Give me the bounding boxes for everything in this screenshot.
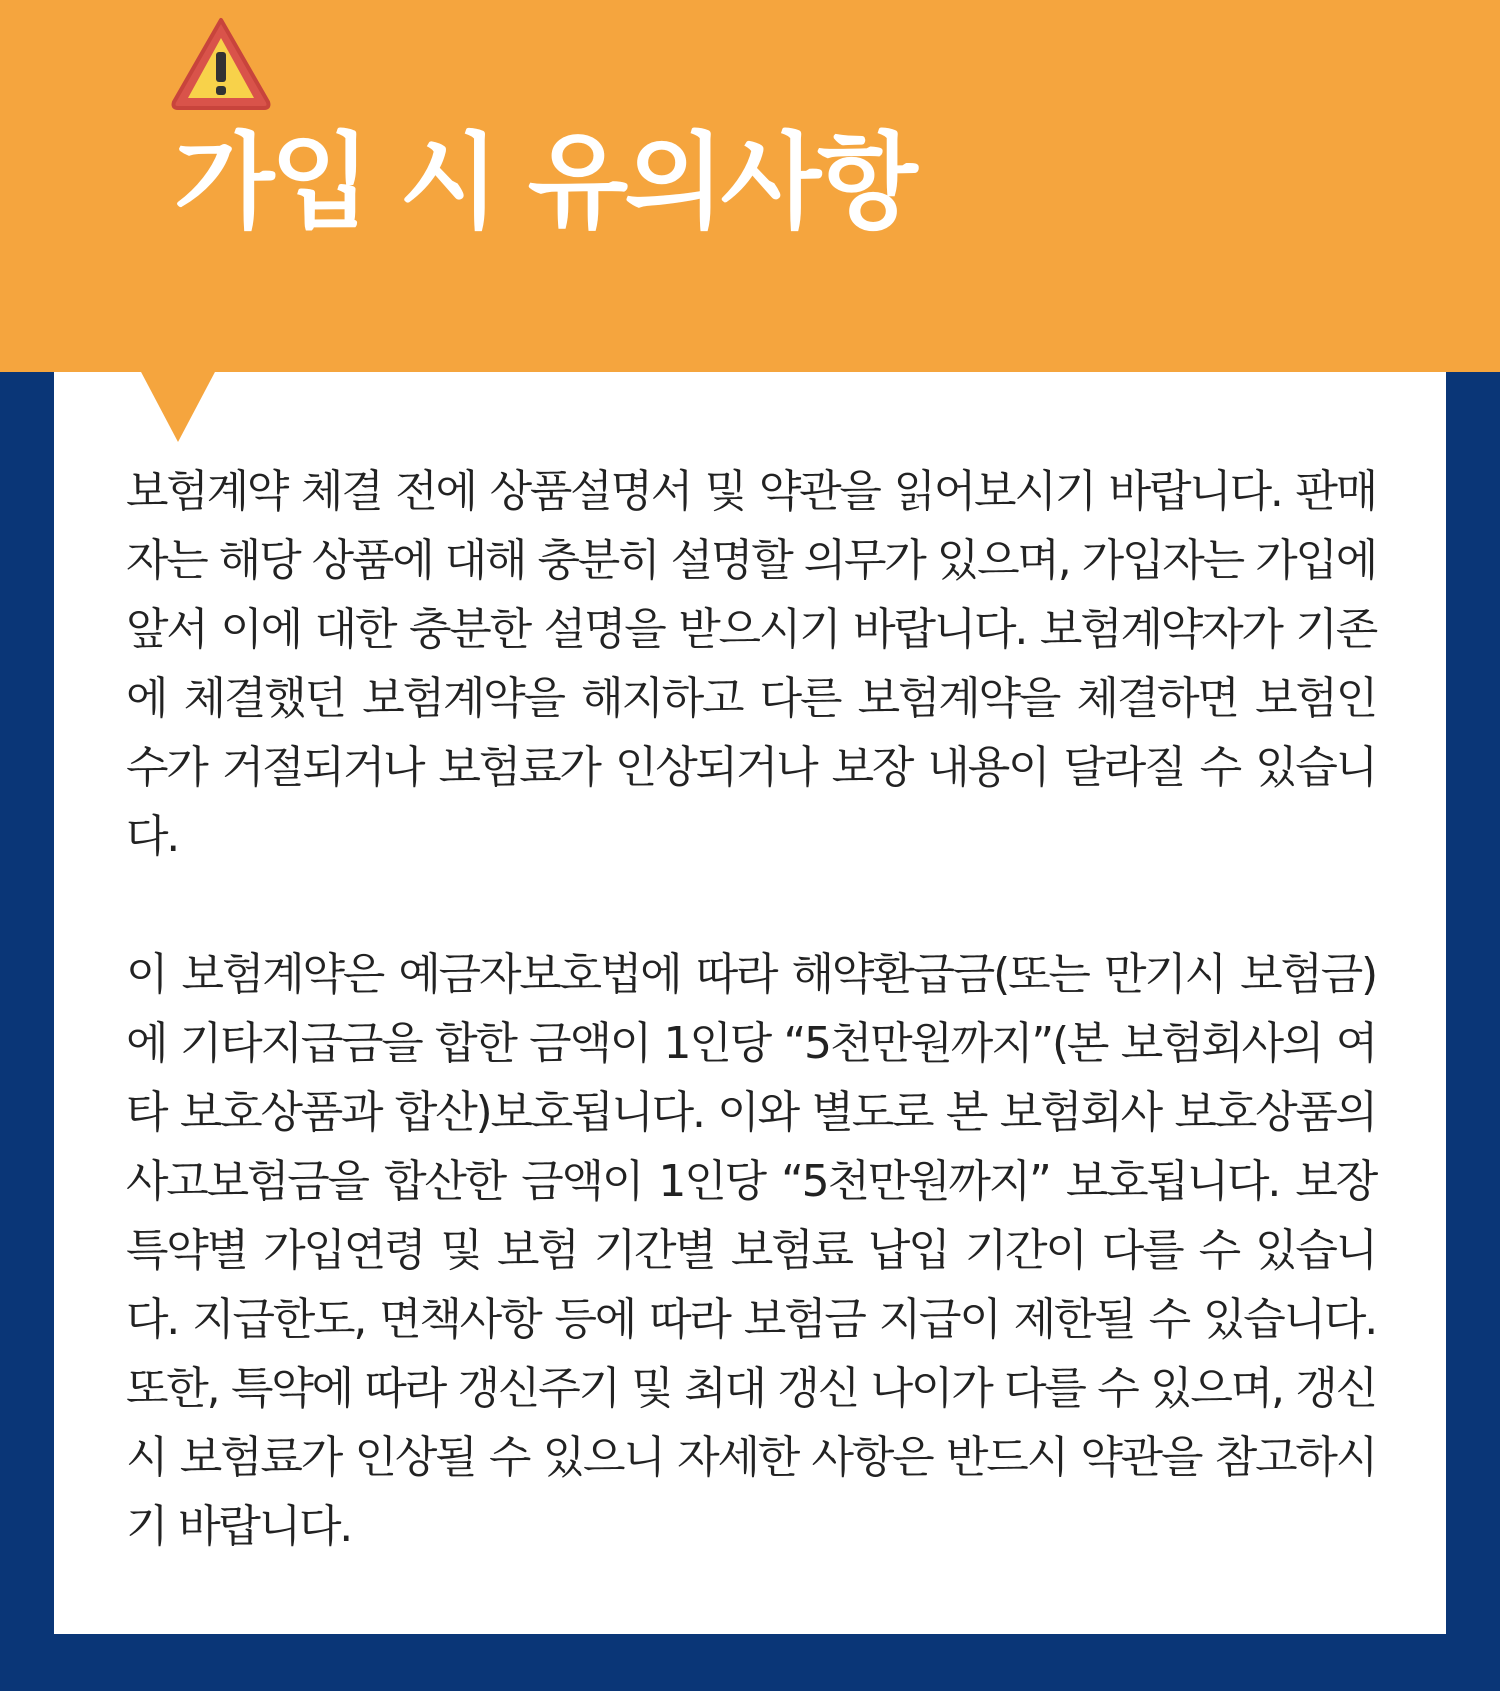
header-banner	[0, 0, 1500, 372]
notice-paragraph-1: 보험계약 체결 전에 상품설명서 및 약관을 읽어보시기 바랍니다. 판매자는 해당 상품에 대해 충분히 설명할 의무가 있으며, 가입자는 가입에 앞서 이에 대한 충분한 설명을 받으시기 바랍니다. 보험계약자가 기존에 체결했던 보험계약을 해지하고 다른 보험계약을 체결하면 보험인수가 거절되거나 보험료가 인상되거나 보장 내용이 달라질 수 있습니다.	[126, 466, 1376, 862]
notice-paragraph-2: 이 보험계약은 예금자보호법에 따라 해약환급금(또는 만기시 보험금)에 기타지급금을 합한 금액이 1인당 “5천만원까지”(본 보험회사의 여타 보호상품과 합산)보호됩니다. 이와 별도로 본 보험회사 보호상품의 사고보험금을 합산한 금액이 1인당 “5천만원까지” 보호됩니다. 보장특약별 가입연령 및 보험 기간별 보험료 납입 기간이 다를 수 있습니다. 지급한도, 면책사항 등에 따라 보험금 지급이 제한될 수 있습니다. 또한, 특약에 따라 갱신주기 및 최대 갱신 나이가 다를 수 있으며, 갱신 시 보험료가 인상될 수 있으니 자세한 사항은 반드시 약관을 참고하시기 바랍니다.	[126, 949, 1376, 1552]
page-title: 가입 시 유의사항	[174, 121, 914, 243]
warning-triangle-icon	[168, 14, 274, 114]
speech-pointer	[140, 370, 216, 442]
notice-body	[126, 457, 1376, 1561]
